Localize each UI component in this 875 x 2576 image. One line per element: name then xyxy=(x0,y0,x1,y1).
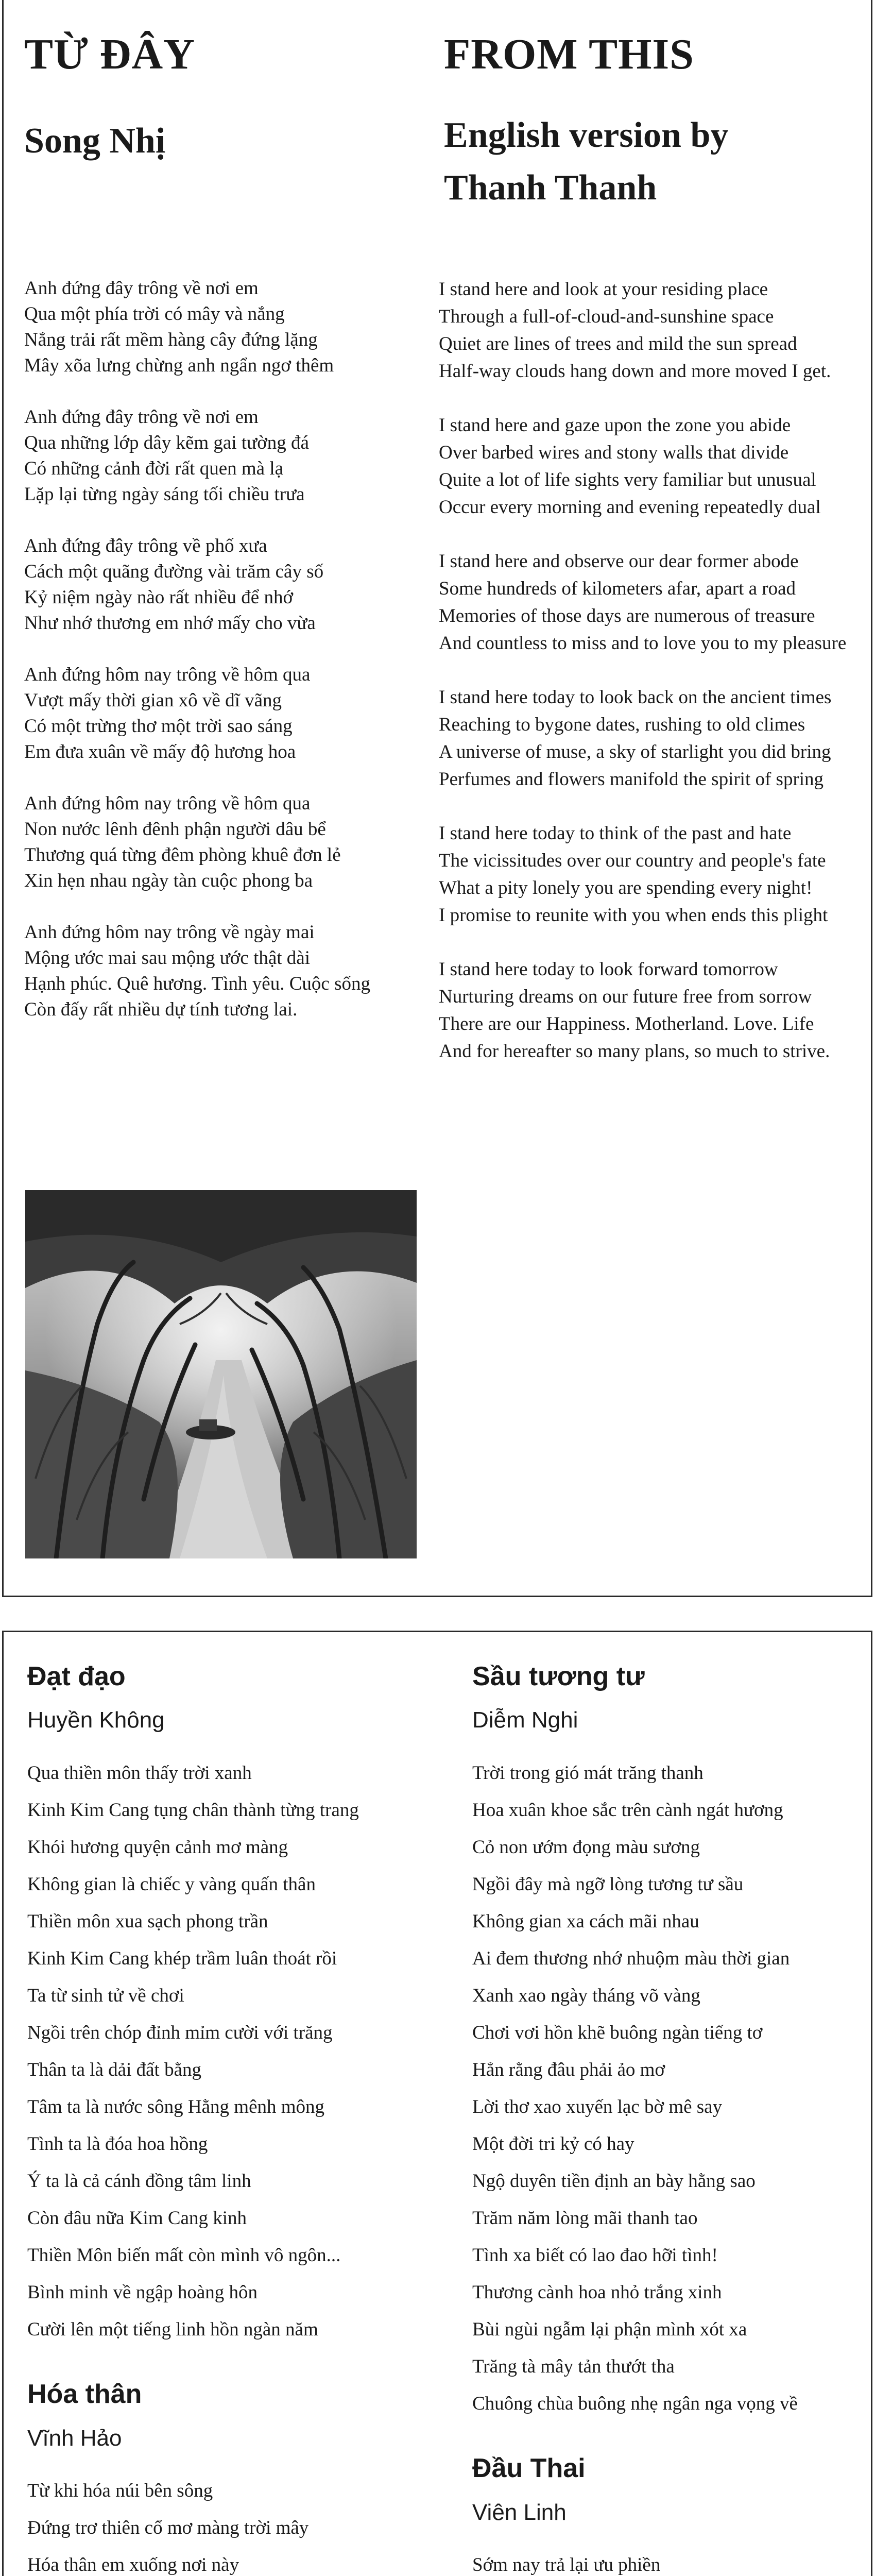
poem-line: Nurturing dreams on our future free from sorrow xyxy=(439,986,812,1007)
stanza xyxy=(439,956,851,1065)
stanza xyxy=(24,662,436,765)
poem-line: Tình ta là đóa hoa hồng xyxy=(27,2133,208,2155)
poem-line: Không gian là chiếc y vàng quấn thân xyxy=(27,1874,316,1895)
poem-line: Nắng trải rất mềm hàng cây đứng lặng xyxy=(24,329,318,350)
river-photo xyxy=(25,1190,417,1558)
poem-line: I stand here today to look forward tomorrow xyxy=(439,959,778,980)
stanza xyxy=(24,404,436,507)
poem-line: Ai đem thương nhớ nhuộm màu thời gian xyxy=(472,1948,790,1970)
poem-line: What a pity lonely you are spending every night! xyxy=(439,877,813,899)
poem-line: Anh đứng hôm nay trông về hôm qua xyxy=(24,793,311,814)
poem-line: Perfumes and flowers manifold the spirit of spring xyxy=(439,769,824,790)
poem-author-diem-nghi: Diễm Nghi xyxy=(472,1707,578,1733)
poem-line: The vicissitudes over our country and people's fate xyxy=(439,850,826,871)
poem-line: Mộng ước mai sau mộng ước thật dài xyxy=(24,947,310,969)
poem-line: Tâm ta là nước sông Hằng mênh mông xyxy=(27,2096,325,2118)
poem-line: Kỷ niệm ngày nào rất nhiều để nhớ xyxy=(24,587,294,608)
poem-line: Cỏ non ướm đọng màu sương xyxy=(472,1837,700,1858)
poem-line: Có những cảnh đời rất quen mà lạ xyxy=(24,458,284,479)
english-author-line2: Thanh Thanh xyxy=(444,167,657,208)
right-column xyxy=(472,1660,874,2576)
poem-line: Memories of those days are numerous of treasure xyxy=(439,605,815,626)
poem-line: Xanh xao ngày tháng võ vàng xyxy=(472,1985,700,2007)
stanza xyxy=(24,276,436,379)
poem-line: Mây xõa lưng chừng anh ngẩn ngơ thêm xyxy=(24,355,334,376)
poem-line: Through a full-of-cloud-and-sunshine space xyxy=(439,306,774,327)
poem-line: Có một trừng thơ một trời sao sáng xyxy=(24,716,293,737)
stanza xyxy=(439,820,851,929)
poem-line: Ngồi đây mà ngỡ lòng tương tư sầu xyxy=(472,1874,744,1895)
poem-line: Trăm năm lòng mãi thanh tao xyxy=(472,2208,698,2229)
poem-line: Trăng tà mây tản thướt tha xyxy=(472,2356,675,2378)
poem-line: Vượt mấy thời gian xô về dĩ vãng xyxy=(24,690,282,711)
poem-line: Còn đấy rất nhiều dự tính tương lai. xyxy=(24,999,298,1020)
poem-line: Cách một quãng đường vài trăm cây số xyxy=(24,561,324,582)
poem-line: I stand here today to think of the past and hate xyxy=(439,823,792,844)
poem-line: Hạnh phúc. Quê hương. Tình yêu. Cuộc sống xyxy=(24,973,370,994)
stanza xyxy=(27,2472,450,2576)
poem-line: Anh đứng hôm nay trông về hôm qua xyxy=(24,664,311,685)
poem-panel-bottom xyxy=(2,1631,872,2576)
poem-line: A universe of muse, a sky of starlight you did bring xyxy=(439,741,831,762)
poem-line: Reaching to bygone dates, rushing to old climes xyxy=(439,714,805,735)
poem-line: Qua những lớp dây kẽm gai tường đá xyxy=(24,432,309,453)
vietnamese-title: TỪ ĐÂY xyxy=(24,30,195,78)
poem-title-dat-dao: Đạt đạo xyxy=(27,1662,126,1691)
poem-line: Anh đứng đây trông về nơi em xyxy=(24,278,259,299)
poem-line: Half-way clouds hang down and more moved I get. xyxy=(439,361,831,382)
poem-line: Em đưa xuân về mấy độ hương hoa xyxy=(24,741,296,762)
poem-line: Bình minh về ngập hoàng hôn xyxy=(27,2282,258,2303)
poem-line: And countless to miss and to love you to my pleasure xyxy=(439,633,847,654)
poem-line: Ngồi trên chóp đỉnh mỉm cười với trăng xyxy=(27,2022,333,2044)
poem-line: I stand here and observe our dear former abode xyxy=(439,551,799,572)
poem-body-sau-tuong-tu xyxy=(472,1755,874,2422)
poem-line: Ý ta là cả cánh đồng tâm linh xyxy=(27,2171,251,2192)
stanza xyxy=(439,548,851,657)
english-author-line1: English version by xyxy=(444,115,729,156)
poem-line: Thiền môn xua sạch phong trần xyxy=(27,1911,268,1933)
poem-line: Như nhớ thương em nhớ mấy cho vừa xyxy=(24,613,316,634)
poem-line: Some hundreds of kilometers afar, apart a road xyxy=(439,578,796,599)
vietnamese-poem-text xyxy=(24,276,436,1048)
poem-line: Thân ta là dải đất bằng xyxy=(27,2059,202,2081)
poem-line: Qua một phía trời có mây và nắng xyxy=(24,303,285,325)
stanza xyxy=(24,791,436,894)
stanza xyxy=(24,533,436,636)
stanza xyxy=(472,2547,874,2576)
poem-line: Bùi ngùi ngẫm lại phận mình xót xa xyxy=(472,2319,747,2341)
poem-line: And for hereafter so many plans, so much to strive. xyxy=(439,1041,830,1062)
stanza xyxy=(439,684,851,793)
poem-line: Non nước lênh đênh phận người dâu bể xyxy=(24,819,326,840)
poem-line: Khói hương quyện cảnh mơ màng xyxy=(27,1837,288,1858)
poem-body-dat-dao xyxy=(27,1755,450,2348)
poem-line: Xin hẹn nhau ngày tàn cuộc phong ba xyxy=(24,870,313,891)
stanza xyxy=(439,412,851,521)
poem-author-huyen-khong: Huyền Không xyxy=(27,1707,165,1733)
poem-line: Trời trong gió mát trăng thanh xyxy=(472,1762,704,1784)
poem-line: Ta từ sinh tử về chơi xyxy=(27,1985,184,2007)
poem-line: Thương quá từng đêm phòng khuê đơn lẻ xyxy=(24,844,341,866)
poem-body-dau-thai xyxy=(472,2547,874,2576)
poem-line: Kinh Kim Cang tụng chân thành từng trang xyxy=(27,1800,359,1821)
vietnamese-header xyxy=(24,31,426,163)
poem-line: Ngộ duyên tiền định an bày hằng sao xyxy=(472,2171,756,2192)
poem-author-vinh-hao: Vĩnh Hảo xyxy=(27,2425,122,2451)
poem-line: Đứng trơ thiên cổ mơ màng trời mây xyxy=(27,2517,309,2539)
poem-line: Chơi vơi hồn khẽ buông ngàn tiếng tơ xyxy=(472,2022,763,2044)
poem-line: Anh đứng đây trông về phố xưa xyxy=(24,535,267,556)
poem-line: Thiền Môn biến mất còn mình vô ngôn... xyxy=(27,2245,341,2266)
poem-line: Anh đứng đây trông về nơi em xyxy=(24,406,259,428)
poem-line: Hẳn rằng đâu phải ảo mơ xyxy=(472,2059,665,2081)
poem-line: Hóa thân em xuống nơi này xyxy=(27,2554,239,2576)
poem-line: Lời thơ xao xuyến lạc bờ mê say xyxy=(472,2096,723,2118)
poem-line: Qua thiền môn thấy trời xanh xyxy=(27,1762,252,1784)
poem-line: Từ khi hóa núi bên sông xyxy=(27,2480,213,2502)
poem-line: Một đời tri kỷ có hay xyxy=(472,2133,634,2155)
poem-line: Occur every morning and evening repeatedly dual xyxy=(439,497,821,518)
poem-line: I promise to reunite with you when ends this plight xyxy=(439,905,828,926)
poem-line: I stand here and look at your residing place xyxy=(439,279,768,300)
english-poem-text xyxy=(439,276,851,1092)
poem-author-vien-linh: Viên Linh xyxy=(472,2499,567,2525)
poem-line: Kinh Kim Cang khép trầm luân thoát rồi xyxy=(27,1948,337,1970)
poem-title-sau-tuong-tu: Sầu tương tư xyxy=(472,1662,645,1691)
vietnamese-author: Song Nhị xyxy=(24,121,166,161)
poem-line: Tình xa biết có lao đao hỡi tình! xyxy=(472,2245,718,2266)
poem-line: Không gian xa cách mãi nhau xyxy=(472,1911,699,1933)
poem-panel-top xyxy=(2,0,872,1597)
stanza xyxy=(439,276,851,385)
poem-line: Chuông chùa buông nhẹ ngân nga vọng về xyxy=(472,2393,798,2415)
poem-line: Còn đâu nữa Kim Cang kinh xyxy=(27,2208,247,2229)
english-author xyxy=(444,109,856,214)
poem-body-hoa-than xyxy=(27,2472,450,2576)
poem-line: There are our Happiness. Motherland. Love. Life xyxy=(439,1013,814,1035)
poem-title-hoa-than: Hóa thân xyxy=(27,2379,142,2410)
left-column xyxy=(27,1660,450,2576)
poem-line: Sớm nay trả lại ưu phiền xyxy=(472,2554,661,2576)
poem-line: Anh đứng hôm nay trông về ngày mai xyxy=(24,922,315,943)
poem-line: I stand here and gaze upon the zone you abide xyxy=(439,415,791,436)
poem-title-dau-thai: Đầu Thai xyxy=(472,2453,586,2484)
poem-line: Lặp lại từng ngày sáng tối chiều trưa xyxy=(24,484,305,505)
poem-line: Hoa xuân khoe sắc trên cành ngát hương xyxy=(472,1800,783,1821)
river-forest-image xyxy=(25,1190,417,1558)
english-title: FROM THIS xyxy=(444,30,694,78)
poem-line: Over barbed wires and stony walls that divide xyxy=(439,442,789,463)
poem-line: Quite a lot of life sights very familiar but unusual xyxy=(439,469,816,490)
poem-line: Quiet are lines of trees and mild the sun spread xyxy=(439,333,797,354)
stanza xyxy=(24,920,436,1023)
poem-line: Cười lên một tiếng linh hồn ngàn năm xyxy=(27,2319,318,2341)
poem-line: Thương cành hoa nhỏ trắng xinh xyxy=(472,2282,722,2303)
poem-line: I stand here today to look back on the ancient times xyxy=(439,687,832,708)
english-header xyxy=(444,31,856,214)
